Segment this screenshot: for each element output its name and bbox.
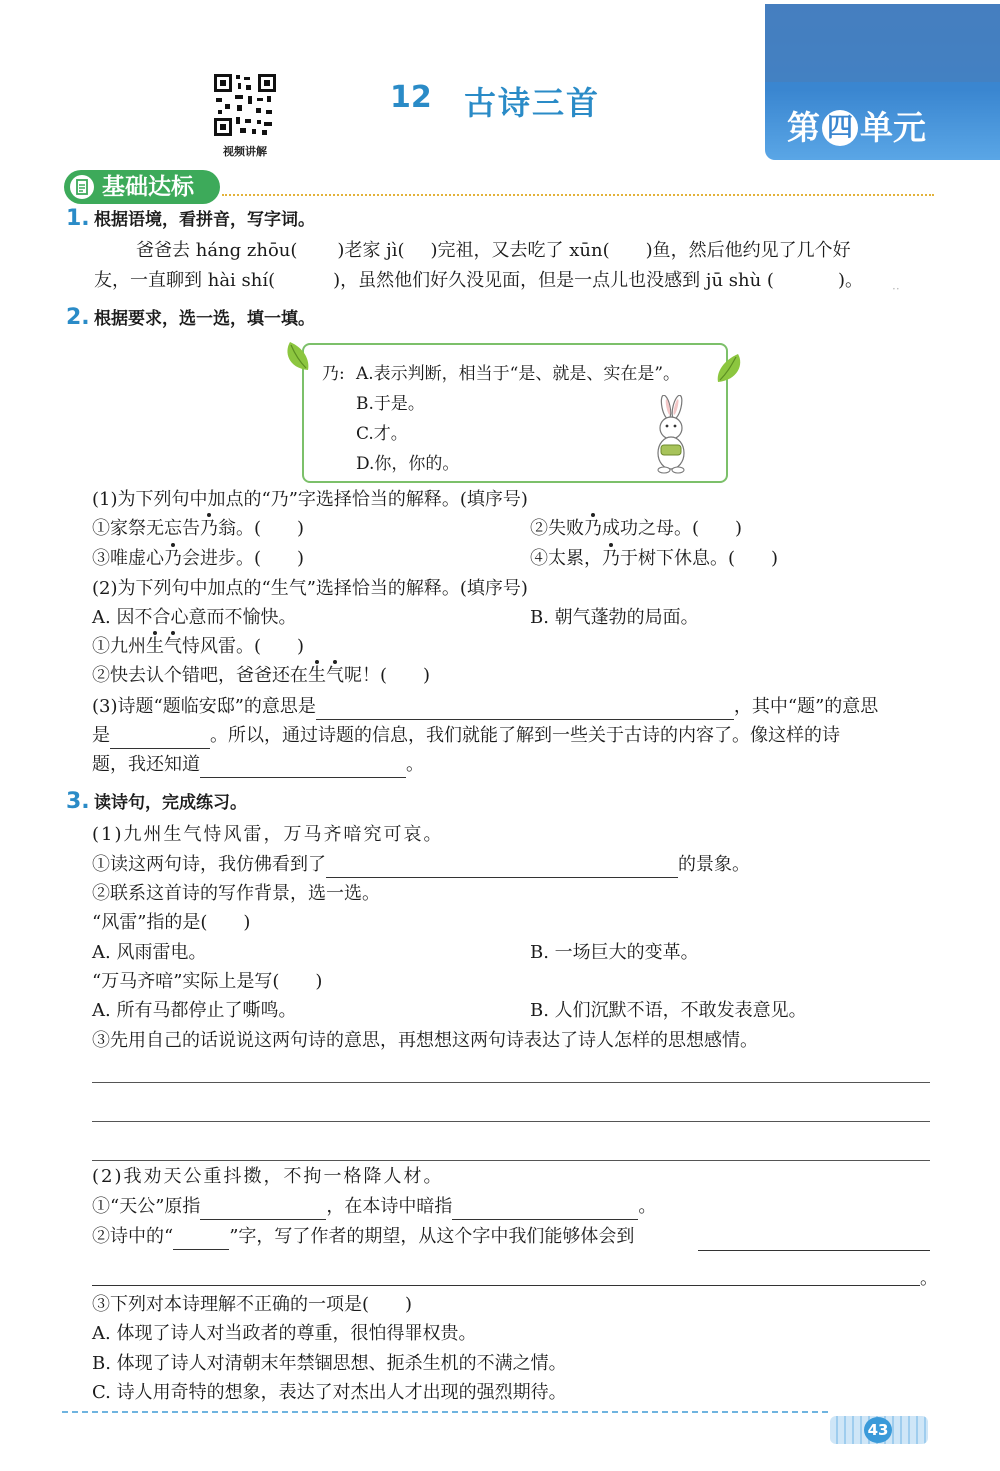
unit-tab <box>765 4 1000 160</box>
lesson-title: 古诗三首 <box>464 84 601 122</box>
q2-title: 根据要求，选一选，填一填。 <box>94 309 315 329</box>
q3-p1-poem: (1)九州生气恃风雷，万马齐喑究可哀。 <box>92 824 444 845</box>
dotted-char: 乃 <box>602 546 620 572</box>
dotted-char: 生 <box>146 634 164 660</box>
q2-p1-item-2: ②失败乃成功之母。( ) <box>530 516 742 542</box>
q3-p2-sub-1: ①“天公”原指 ，在本诗中暗指 。 <box>92 1194 656 1220</box>
q3-p1-fl-option-b: B. 一场巨大的变革。 <box>530 942 699 963</box>
dotted-char: 乃 <box>584 516 602 542</box>
q3-p2-sub-2: ②诗中的“ ”字，写了作者的期望，从这个字中我们能够体会到 <box>92 1224 634 1250</box>
q1-number: 1. <box>66 206 90 231</box>
q2-p1-prompt: (1)为下列句中加点的“乃”字选择恰当的解释。(填序号) <box>92 489 528 510</box>
q3-p1-wm-question: “万马齐喑”实际上是写( ) <box>92 971 323 992</box>
answer-blank[interactable] <box>110 726 210 749</box>
unit-circled-number: 四 <box>822 110 858 146</box>
lesson-number: 12 <box>390 80 432 115</box>
q2-p3-line-3: 题，我还知道 。 <box>92 752 424 778</box>
answer-blank[interactable] <box>452 1197 638 1220</box>
section-divider <box>222 194 934 196</box>
q2-p1-item-3: ③唯虚心乃会进步。( ) <box>92 546 304 572</box>
answer-blank[interactable] <box>200 755 406 778</box>
page-number: 43 <box>864 1417 892 1443</box>
page-number-badge <box>830 1416 928 1444</box>
box-option-a: A.表示判断，相当于“是、就是、实在是”。 <box>356 364 681 384</box>
section-label <box>64 170 220 204</box>
answer-line[interactable] <box>92 1160 930 1161</box>
q3-p2-option-c: C. 诗人用奇特的想象，表达了对杰出人才出现的强烈期待。 <box>92 1382 567 1403</box>
q3-p2-poem: (2)我劝天公重抖擞，不拘一格降人材。 <box>92 1166 444 1187</box>
q3-p1-sub-1: ①读这两句诗，我仿佛看到了 的景象。 <box>92 852 750 878</box>
answer-blank[interactable] <box>316 697 734 720</box>
dotted-char: 气 <box>164 634 182 660</box>
answer-blank[interactable] <box>698 1250 930 1251</box>
dotted-char: 乃 <box>200 516 218 542</box>
definition-box <box>302 343 728 483</box>
q2-p1-item-1: ①家祭无忘告乃翁。( ) <box>92 516 304 542</box>
q2-p3-line-1: (3)诗题“题临安邸”的意思是 ，其中“题”的意思 <box>92 694 878 720</box>
q2-p3-line-2: 是 。所以，通过诗题的信息，我们就能了解到一些关于古诗的内容了。像这样的诗 <box>92 723 840 749</box>
q2-number: 2. <box>66 305 90 330</box>
answer-blank[interactable] <box>173 1227 229 1250</box>
answer-line[interactable] <box>92 1121 930 1122</box>
dotted-char: 气 <box>326 663 344 689</box>
q2-p2-item-1: ①九州生气恃风雷。( ) <box>92 634 304 660</box>
q1-line-2: 友，一直聊到 hài shí( )，虽然他们好久没见面，但是一点儿也没感到 jū shù ( )。 <box>94 270 863 291</box>
q2-p2-prompt: (2)为下列句中加点的“生气”选择恰当的解释。(填序号) <box>92 578 528 599</box>
leaf-left-icon <box>282 340 312 378</box>
qr-code <box>212 72 278 138</box>
q3-p1-wm-option-a: A. 所有马都停止了嘶鸣。 <box>92 1000 297 1021</box>
qr-caption: 视频讲解 <box>223 145 267 158</box>
q2-p2-item-2: ②快去认个错吧，爸爸还在生气呢！( ) <box>92 663 430 689</box>
q3-p2-option-a: A. 体现了诗人对当政者的尊重，很怕得罪权贵。 <box>92 1323 477 1344</box>
q3-p1-sub-3: ③先用自己的话说说这两句诗的意思，再想想这两句诗表达了诗人怎样的思想感情。 <box>92 1030 758 1051</box>
answer-blank[interactable] <box>200 1197 326 1220</box>
box-option-c: C.才。 <box>356 424 408 444</box>
q2-p2-option-a: A. 因不合心意而不愉快。 <box>92 607 297 628</box>
q3-p1-fl-question: “风雷”指的是( ) <box>92 912 251 933</box>
footer-divider <box>62 1411 828 1413</box>
box-option-b: B.于是。 <box>356 394 425 414</box>
dotted-char: 乃 <box>164 546 182 572</box>
q1-line-1: 爸爸去 háng zhōu( )老家 jì( )完祖，又去吃了 xūn( )鱼，然后他约见了几个好 <box>136 240 851 261</box>
q3-p2-option-b: B. 体现了诗人对清朝末年禁锢思想、扼杀生机的不满之情。 <box>92 1353 567 1374</box>
q2-p2-option-b: B. 朝气蓬勃的局面。 <box>530 607 699 628</box>
box-head: 乃: <box>322 364 345 384</box>
document-icon <box>70 175 94 199</box>
q1-dotted-end: ·· <box>892 282 900 296</box>
q3-p1-fl-option-a: A. 风雨雷电。 <box>92 942 207 963</box>
q3-title: 读诗句，完成练习。 <box>94 793 247 813</box>
section-label-text: 基础达标 <box>102 174 194 200</box>
box-option-d: D.你，你的。 <box>356 454 460 474</box>
q3-p1-sub-2: ②联系这首诗的写作背景，选一选。 <box>92 883 380 904</box>
answer-blank[interactable] <box>326 855 678 878</box>
answer-line[interactable] <box>92 1285 920 1286</box>
unit-label: 第 四 单元 <box>787 108 926 147</box>
q3-p1-wm-option-b: B. 人们沉默不语，不敢发表意见。 <box>530 1000 807 1021</box>
dotted-char: 生 <box>308 663 326 689</box>
q3-number: 3. <box>66 789 90 814</box>
answer-line[interactable] <box>92 1082 930 1083</box>
q2-p1-item-4: ④太累，乃于树下休息。( ) <box>530 546 778 572</box>
q1-title: 根据语境，看拼音，写字词。 <box>94 210 315 230</box>
q3-p2-sub-2-end: 。 <box>920 1268 938 1289</box>
q3-p2-sub-3: ③下列对本诗理解不正确的一项是( ) <box>92 1294 413 1315</box>
leaf-right-icon <box>714 352 746 390</box>
rabbit-illustration <box>646 395 696 475</box>
